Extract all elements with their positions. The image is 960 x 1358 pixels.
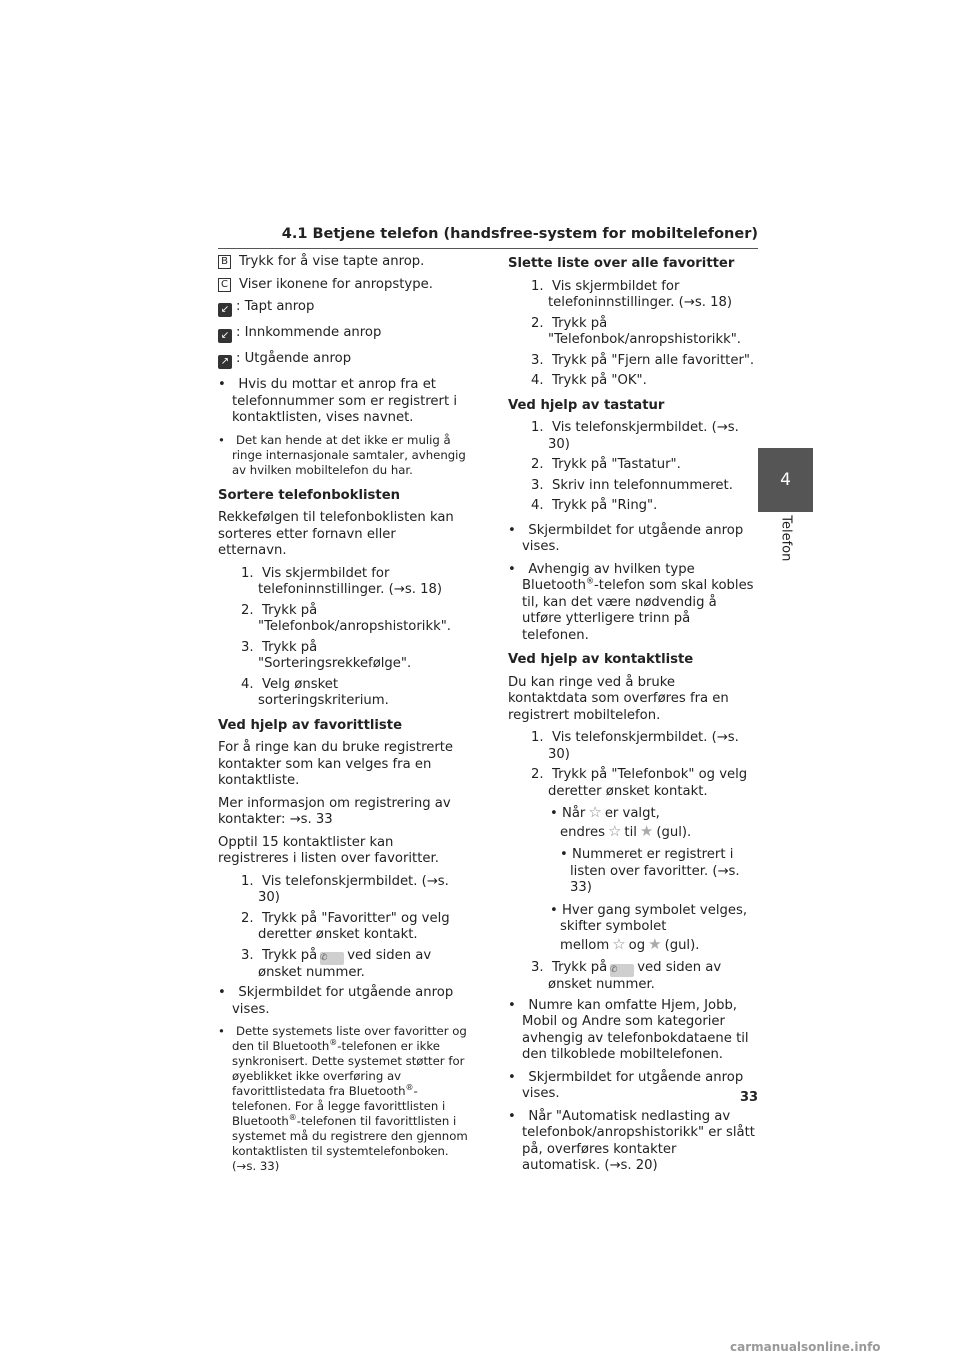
fav-step: 1. Vis telefonskjermbildet. (→s. 30): [241, 873, 449, 905]
right-column: [508, 256, 758, 1181]
item-c: C Viser ikonene for anropstype.: [218, 277, 468, 294]
note: • Det kan hende at det ikke er mulig å ringe internasjonale samtaler, avhengig av hvilken mobiltelefon du har.: [218, 432, 466, 477]
footer-watermark: carmanualsonline.info: [730, 1340, 881, 1354]
delete-heading: Slette liste over alle favoritter: [508, 256, 735, 271]
star-outline-icon: ☆: [607, 821, 622, 840]
delete-step: 1. Vis skjermbildet for telefoninnstillinger. (→s. 18): [531, 278, 733, 310]
contactlist-intro: Du kan ringe ved å bruke kontaktdata som overføres fra en registrert mobiltelefon.: [508, 674, 729, 723]
star-outline-icon: ☆: [588, 803, 602, 821]
incoming-call-icon: ↙: [218, 329, 232, 343]
contactlist-heading: Ved hjelp av kontaktliste: [508, 652, 694, 667]
keyboard-heading: Ved hjelp av tastatur: [508, 397, 665, 413]
delete-step: 3. Trykk på "Fjern alle favoritter".: [531, 352, 755, 368]
page-number: 33: [740, 1090, 759, 1105]
contactlist-step: 2. Trykk på "Telefonbok" og velg deretter ønsket kontakt.: [531, 767, 748, 799]
bullet: • Skjermbildet for utgående anrop vises.: [508, 1069, 744, 1101]
page-header: 4.1 Betjene telefon (handsfree-system for mobiltelefoner): [218, 226, 758, 249]
delete-step: 4. Trykk på "OK".: [531, 373, 647, 388]
missed-call-line: ↙ : Tapt anrop: [218, 299, 468, 317]
bullet: • Skjermbildet for utgående anrop vises.: [508, 522, 744, 554]
bullet: • Når "Automatisk nedlasting av telefonbok/anropshistorikk" er slått på, overføres kontakter automatisk. (→s. 20): [508, 1108, 755, 1173]
bullet: • Avhengig av hvilken type Bluetooth®-telefon som skal kobles til, kan det være nødvendig å utføre ytterligere trinn på telefonen.: [508, 561, 754, 643]
left-column: [218, 254, 468, 1180]
fav-heading: Ved hjelp av favorittliste: [218, 717, 403, 733]
note: • Dette systemets liste over favoritter og den til Bluetooth®-telefonen er ikke synkronisert. Dette systemet støtter for øyeblikket ikke overføring av favorittlistedata fra Bluetooth®-telefonen. For å legge favorittlisten i Bluetooth®-telefonen til favorittlisten i systemet må du registrere den gjennom kontaktlisten til systemtelefonboken. (→s. 33): [218, 1024, 468, 1173]
label-b: B: [218, 255, 231, 269]
call-button-icon: ✆: [320, 952, 344, 965]
star-filled-icon: ★: [648, 934, 662, 953]
fav-p1: For å ringe kan du bruke registrerte kontakter som kan velges fra en kontaktliste.: [218, 740, 454, 788]
sort-step: 3. Trykk på "Sorteringsrekkefølge".: [241, 639, 412, 671]
bullet: • Numre kan omfatte Hjem, Jobb, Mobil og Andre som kategorier avhengig av telefonbokdataene til den tilkoblede mobiltelefonen.: [508, 997, 749, 1062]
sort-heading: Sortere telefonboklisten: [218, 487, 401, 503]
keyboard-step: 3. Skriv inn telefonnummeret.: [531, 477, 733, 493]
chapter-tab: 4: [758, 448, 813, 512]
contactlist-step: 1. Vis telefonskjermbildet. (→s. 30): [531, 730, 739, 762]
delete-step: 2. Trykk på "Telefonbok/anropshistorikk".: [531, 315, 741, 347]
chapter-tab-label: Telefon: [778, 515, 794, 562]
keyboard-step: 2. Trykk på "Tastatur".: [531, 457, 681, 472]
keyboard-step: 1. Vis telefonskjermbildet. (→s. 30): [531, 420, 739, 452]
contactlist-subbullet: • Nummeret er registrert i listen over favoritter. (→s. 33): [560, 847, 740, 895]
call-button-icon: ✆: [610, 964, 634, 977]
sort-step: 1. Vis skjermbildet for telefoninnstillinger. (→s. 18): [241, 565, 443, 597]
outgoing-call-line: ↗ : Utgående anrop: [218, 351, 468, 369]
sort-step: 2. Trykk på "Telefonbok/anropshistorikk".: [241, 602, 451, 634]
fav-p2: Mer informasjon om registrering av kontakter: →s. 33: [218, 795, 451, 827]
keyboard-step: 4. Trykk på "Ring".: [531, 498, 658, 513]
sort-intro: Rekkefølgen til telefonboklisten kan sorteres etter fornavn eller etternavn.: [218, 510, 454, 558]
bullet: • Hvis du mottar et anrop fra et telefonnummer som er registrert i kontaktlisten, vises navnet.: [218, 377, 457, 425]
outgoing-call-icon: ↗: [218, 355, 232, 369]
incoming-call-line: ↙ : Innkommende anrop: [218, 325, 468, 343]
contactlist-step: 3. Trykk på ✆ ved siden av ønsket nummer.: [531, 960, 722, 992]
star-filled-icon: ★: [639, 821, 654, 840]
contactlist-subbullet: • Hver gang symbolet velges, skifter symbolet mellom ☆ og ★ (gul).: [550, 902, 748, 953]
label-c: C: [218, 278, 231, 292]
fav-step: 2. Trykk på "Favoritter" og velg deretter ønsket kontakt.: [241, 910, 450, 942]
fav-p3: Opptil 15 kontaktlister kan registreres i listen over favoritter.: [218, 834, 439, 866]
fav-step: 3. Trykk på ✆ ved siden av ønsket nummer.: [241, 947, 432, 980]
bullet: • Skjermbildet for utgående anrop vises.: [218, 985, 454, 1017]
star-outline-icon: ☆: [612, 934, 626, 953]
missed-call-icon: ↙: [218, 303, 232, 317]
sort-step: 4. Velg ønsket sorteringskriterium.: [241, 676, 389, 708]
item-b: B Trykk for å vise tapte anrop.: [218, 254, 468, 271]
contactlist-subbullet: • Når ☆ er valgt, endres ☆ til ★ (gul).: [550, 803, 692, 840]
